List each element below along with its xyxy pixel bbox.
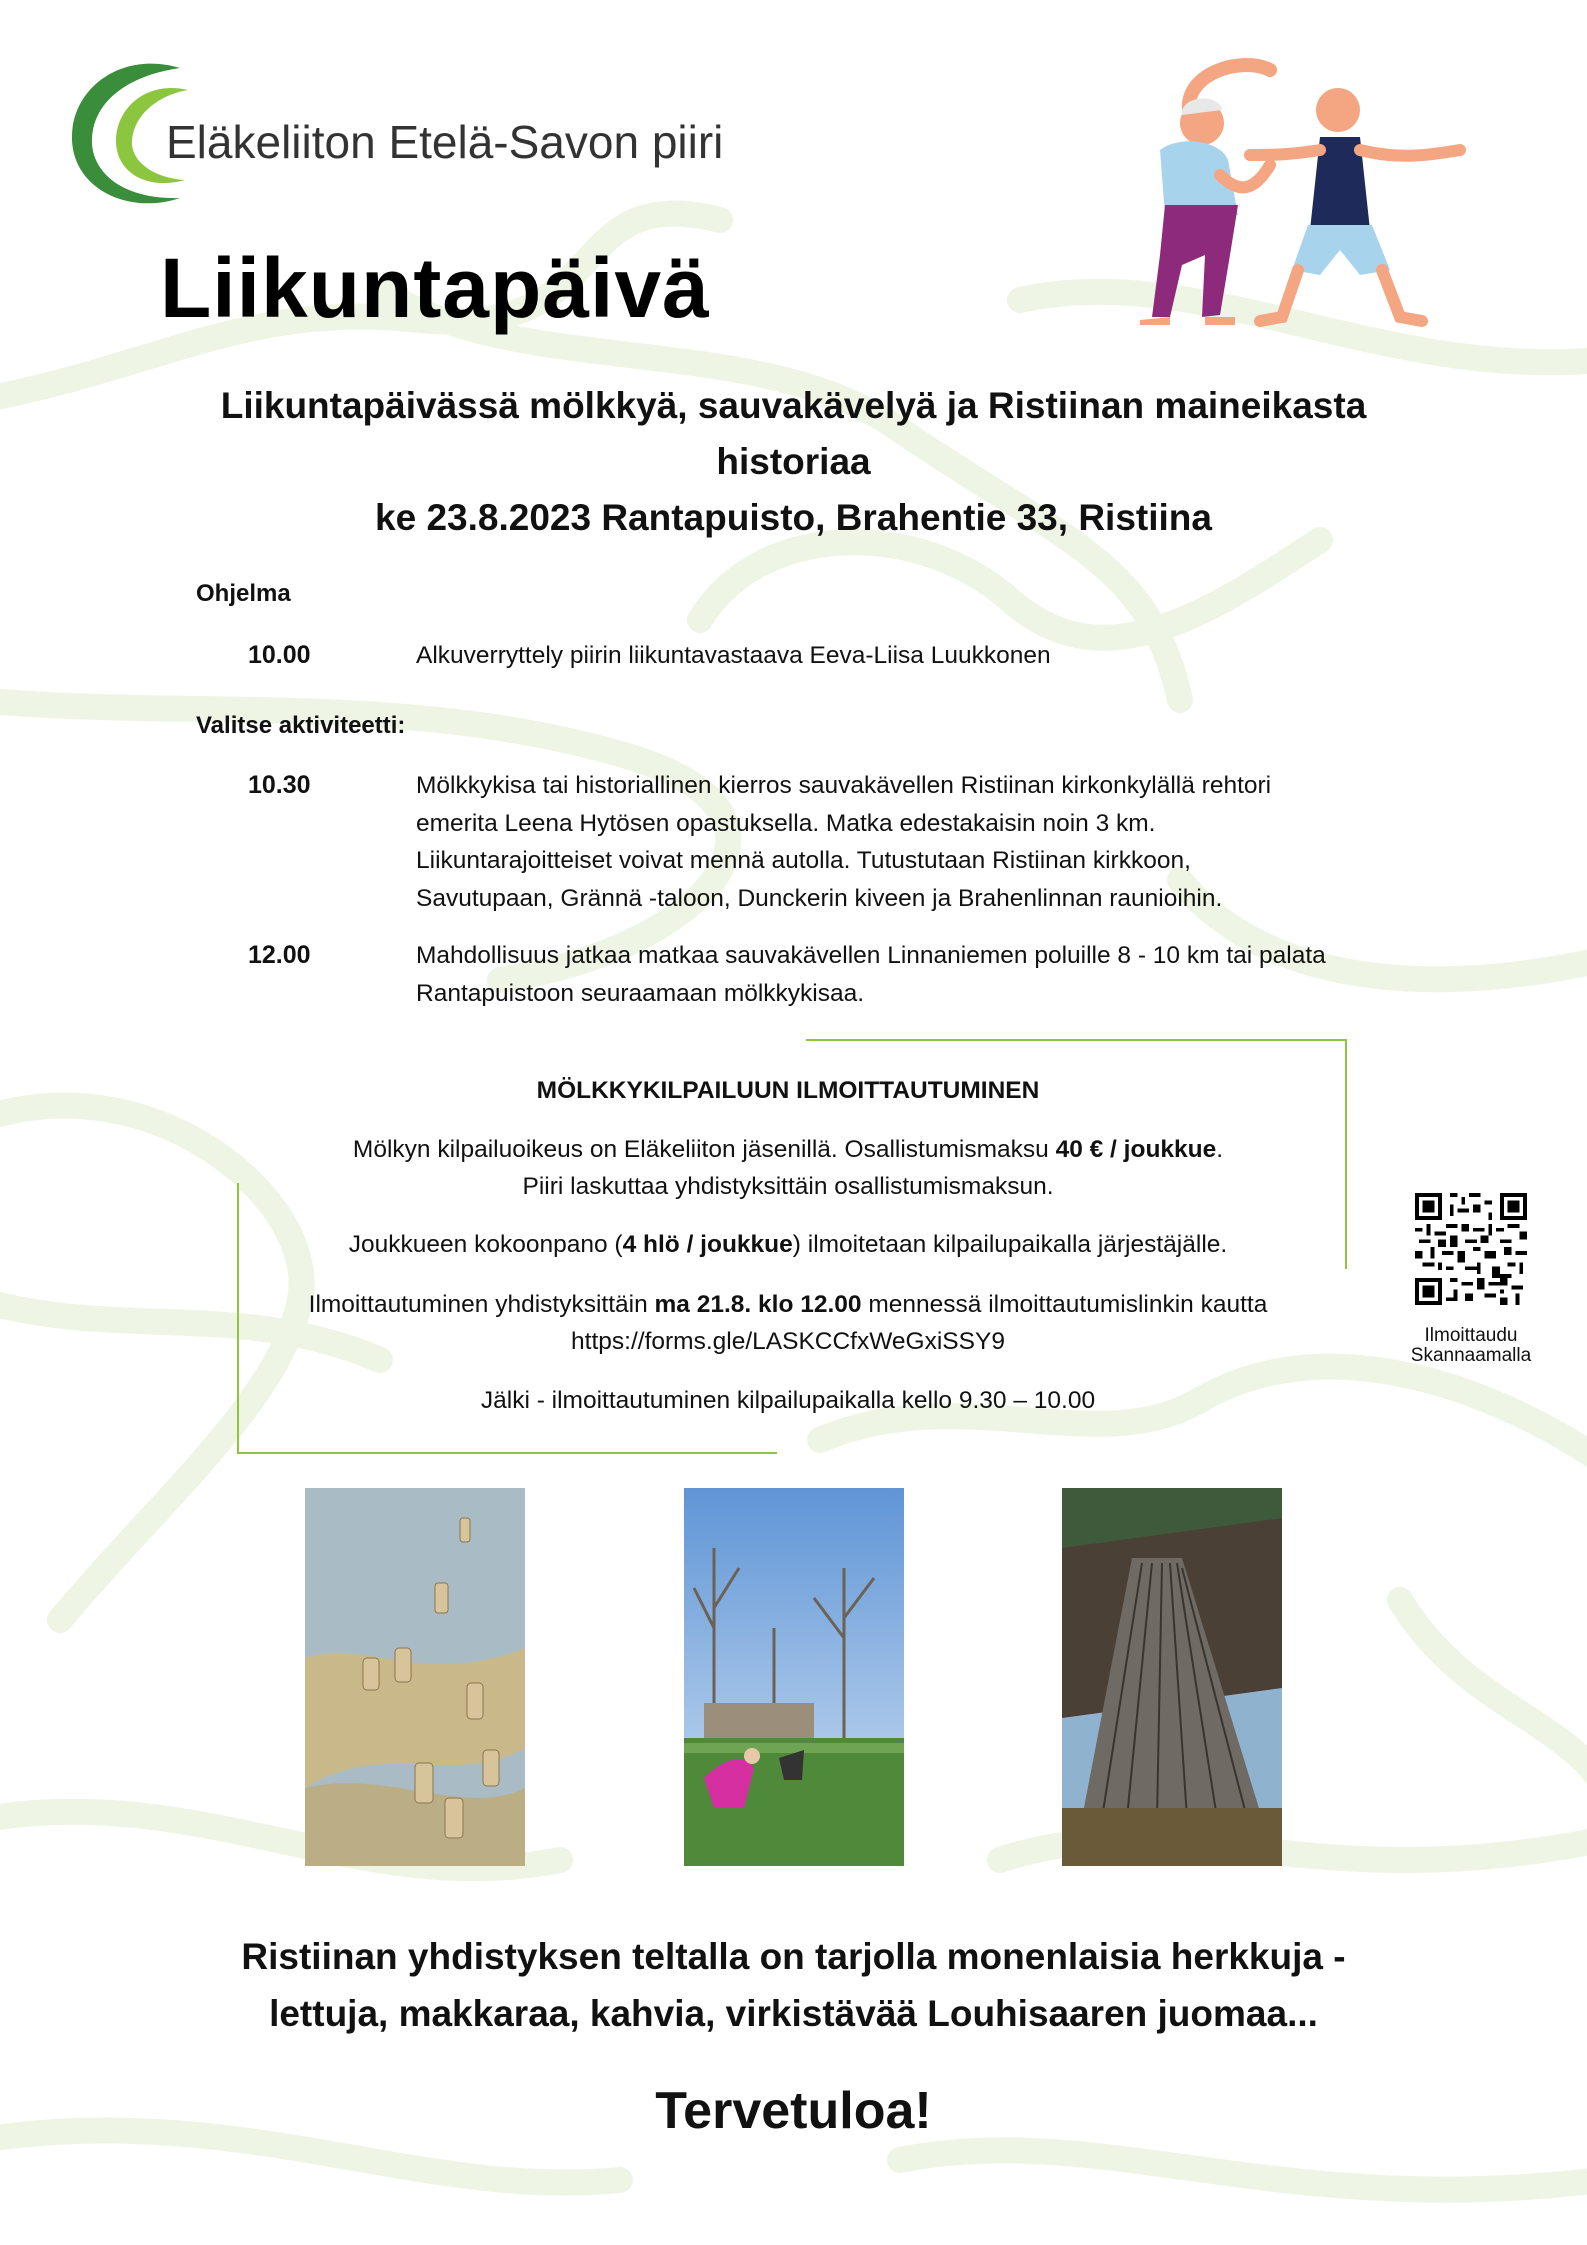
schedule-description: Alkuverryttely piirin liikuntavastaava Eeva-Liisa Luukkonen bbox=[416, 642, 1051, 669]
registration-box-border bbox=[237, 1452, 777, 1454]
schedule-description bbox=[416, 937, 1436, 1012]
late-registration-info: Jälki - ilmoittautuminen kilpailupaikalla kello 9.30 – 10.00 bbox=[480, 1387, 1096, 1414]
description-line: Liikuntarajoitteiset voivat mennä autolla. Tutustutaan Ristiinan kirkkoon, bbox=[416, 847, 1191, 874]
description-line: Savutupaan, Grännä -taloon, Dunckerin kiveen ja Brahenlinnan raunioihin. bbox=[416, 884, 1223, 912]
subtitle-line-2: historiaa bbox=[716, 441, 871, 482]
registration-box-border bbox=[1345, 1039, 1347, 1269]
logo-text: Eläkeliiton Etelä-Savon piiri bbox=[166, 116, 724, 168]
description-line: Mahdollisuus jatkaa matkaa sauvakävellen Linnaniemen poluille 8 - 10 km tai palata bbox=[416, 942, 1326, 969]
schedule-time: 12.00 bbox=[248, 941, 311, 969]
subtitle-line-1: Liikuntapäivässä mölkkyä, sauvakävelyä ja Ristiinan maineikasta bbox=[220, 385, 1367, 426]
registration-fee-info: Mölkyn kilpailuoikeus on Eläkeliiton jäsenillä. Osallistumismaksu 40 € / joukkue. Piiri laskuttaa yhdistyksittäin osallistumismaksun. bbox=[352, 1136, 1224, 1200]
qr-code-icon[interactable] bbox=[1415, 1193, 1527, 1305]
team-composition-info: Joukkueen kokoonpano (4 hlö / joukkue) ilmoitetaan kilpailupaikalla järjestäjälle. bbox=[348, 1231, 1228, 1258]
registration-deadline-info: Ilmoittautuminen yhdistyksittäin ma 21.8. klo 12.00 mennessä ilmoittautumislinkin kautta https://forms.gle/LASKCCfxWeGxiSSY9 bbox=[238, 1286, 1338, 1360]
schedule-time: 10.30 bbox=[248, 771, 311, 799]
description-line: emerita Leena Hytösen opastuksella. Matka edestakaisin noin 3 km. bbox=[416, 809, 1156, 837]
smoke-cabin-photo bbox=[1062, 1488, 1282, 1866]
organization-logo bbox=[60, 50, 760, 220]
welcome-message: Tervetuloa! bbox=[655, 2082, 932, 2140]
qr-caption: Ilmoittaudu Skannaamalla bbox=[1410, 1325, 1532, 1366]
treats-announcement: Ristiinan yhdistyksen teltalla on tarjolla monenlaisia herkkuja - lettuja, makkaraa, kahvia, virkistävää Louhisaaren juomaa... bbox=[241, 1936, 1346, 2034]
registration-box-border bbox=[806, 1039, 1346, 1041]
description-line: Rantapuistoon seuraamaan mölkkykisaa. bbox=[416, 979, 865, 1007]
event-subtitle bbox=[100, 378, 1487, 490]
exercising-seniors-illustration bbox=[1070, 55, 1490, 335]
schedule-time: 10.00 bbox=[248, 641, 311, 669]
molkky-pins-photo bbox=[305, 1488, 525, 1866]
program-heading: Ohjelma bbox=[196, 580, 291, 607]
description-line: Mölkkykisa tai historiallinen kierros sauvakävellen Ristiinan kirkonkylällä rehtori bbox=[416, 772, 1272, 799]
park-exercise-photo bbox=[684, 1488, 904, 1866]
choose-activity-heading: Valitse aktiviteetti: bbox=[196, 712, 406, 739]
registration-heading: MÖLKKYKILPAILUUN ILMOITTAUTUMINEN bbox=[536, 1077, 1040, 1104]
registration-link[interactable]: https://forms.gle/LASKCCfxWeGxiSSY9 bbox=[571, 1328, 1005, 1355]
page-title: Liikuntapäivä bbox=[160, 241, 710, 335]
event-date-location: ke 23.8.2023 Rantapuisto, Brahentie 33, Ristiina bbox=[375, 497, 1212, 538]
schedule-description bbox=[416, 767, 1436, 917]
